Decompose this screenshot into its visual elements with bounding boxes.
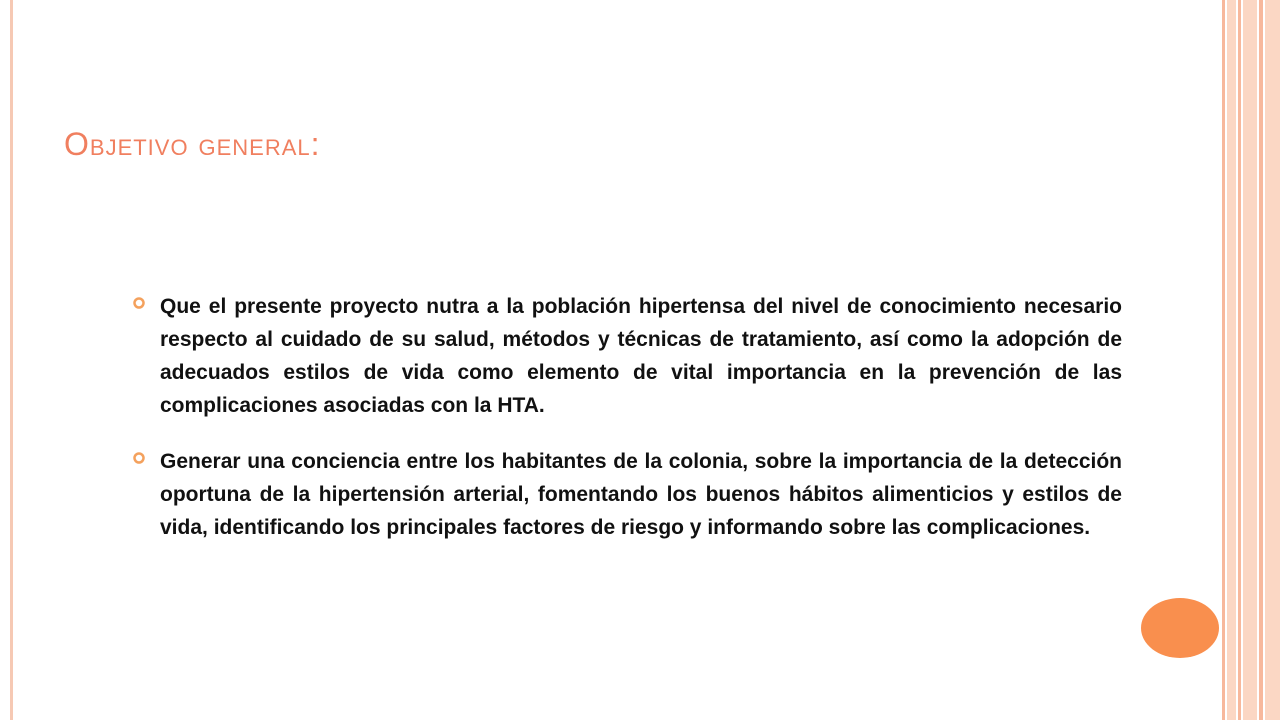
stripe	[1222, 0, 1225, 720]
bullet-text	[160, 445, 1122, 544]
stripe	[1259, 0, 1263, 720]
stripe	[1243, 0, 1257, 720]
slide-title: Objetivo general:	[64, 126, 321, 162]
stripe	[1265, 0, 1280, 720]
decorative-circle	[1141, 598, 1219, 658]
bullet-item	[132, 290, 1122, 422]
stripe	[1238, 0, 1241, 720]
bullet-text-body: Generar una conciencia entre los habitantes de la colonia, sobre la importancia de la detección oportuna de la hipertensión arterial, fomentando los buenos hábitos alimenticios y estilos de vida, identificando los principales factores de riesgo y informando sobre las complicaciones	[160, 450, 1122, 539]
bullet-text-period: .	[1084, 516, 1091, 539]
bullet-item	[132, 445, 1122, 544]
left-border-line	[10, 0, 13, 720]
circle-bullet-icon	[132, 296, 146, 310]
circle-bullet-icon	[132, 451, 146, 465]
decorative-stripes	[1222, 0, 1280, 720]
bullet-text: Que el presente proyecto nutra a la población hipertensa del nivel de conocimiento necesario respecto al cuidado de su salud, métodos y técnicas de tratamiento, así como la adopción de adecuados estilos de vida como elemento de vital importancia en la prevención de las complicaciones asociadas con la HTA.	[160, 295, 1122, 417]
bullet-list	[132, 290, 1122, 567]
stripe	[1227, 0, 1236, 720]
